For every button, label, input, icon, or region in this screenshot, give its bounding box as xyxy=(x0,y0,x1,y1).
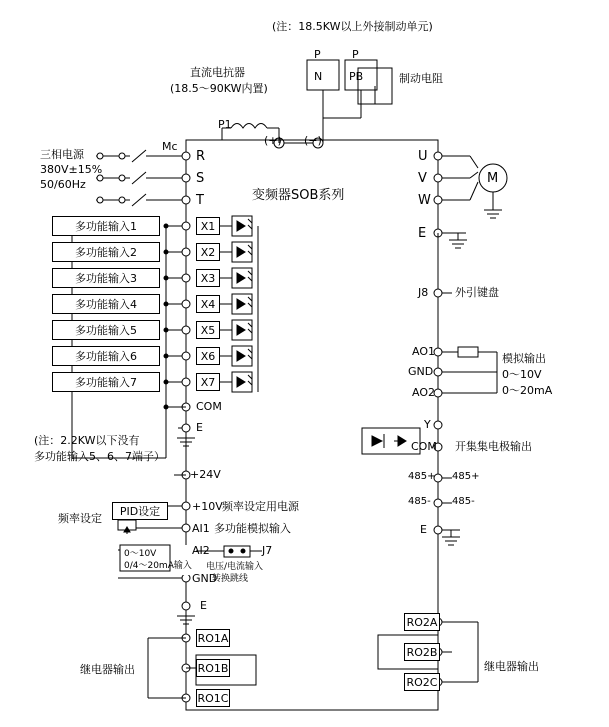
terminal-gnd-ao: GND xyxy=(408,365,434,378)
terminal-e-motor: E xyxy=(418,226,427,241)
terminal-com-oc: COM xyxy=(411,440,437,453)
motor-symbol: M xyxy=(487,171,499,186)
power-label-line3: 50/60Hz xyxy=(40,178,86,191)
terminal-485plus-right: 485+ xyxy=(452,471,480,482)
terminal-s: S xyxy=(196,171,205,186)
label-n: N xyxy=(314,70,323,83)
analog-input-range-line2: 0/4～20mA输入 xyxy=(124,561,192,571)
label-p-right: P xyxy=(352,48,359,61)
multi-input-label-5[interactable]: 多功能输入5 xyxy=(52,320,160,340)
terminal-ai1: AI1 xyxy=(192,522,210,535)
terminal-x2: X2 xyxy=(196,243,220,261)
terminal-ro2b: RO2B xyxy=(404,643,440,661)
analog-output-range2: 0～20mA xyxy=(502,384,553,397)
analog-output-label: 模拟输出 xyxy=(502,352,546,365)
left-note-line2: 多功能输入5、6、7端子） xyxy=(34,450,165,463)
multi-input-label-7[interactable]: 多功能输入7 xyxy=(52,372,160,392)
left-note-line1: (注：2.2KW以下没有 xyxy=(34,434,140,447)
terminal-ro2c: RO2C xyxy=(404,673,440,691)
terminal-com: COM xyxy=(196,400,222,413)
jumper-desc-line2: 转换跳线 xyxy=(212,574,249,584)
terminal-ai1-desc: 多功能模拟输入 xyxy=(214,522,291,535)
terminal-v: V xyxy=(418,171,427,186)
multi-input-label-6[interactable]: 多功能输入6 xyxy=(52,346,160,366)
power-label-line2: 380V±15% xyxy=(40,163,103,176)
terminal-t: T xyxy=(196,193,204,208)
terminal-x1: X1 xyxy=(196,217,220,235)
terminal-ao2: AO2 xyxy=(412,386,435,399)
terminal-x3: X3 xyxy=(196,269,220,287)
analog-output-range1: 0～10V xyxy=(502,368,542,381)
label-p1: P1 xyxy=(218,118,232,131)
terminal-ro1c: RO1C xyxy=(196,689,230,707)
multi-input-label-2[interactable]: 多功能输入2 xyxy=(52,242,160,262)
label-plus: (+) xyxy=(264,134,282,147)
terminal-ao1: AO1 xyxy=(412,345,435,358)
multi-input-label-3[interactable]: 多功能输入3 xyxy=(52,268,160,288)
terminal-24v: +24V xyxy=(190,468,221,481)
terminal-e-analog: E xyxy=(200,599,207,612)
keypad-label: 外引键盘 xyxy=(455,286,499,299)
terminal-gnd-ai: GND xyxy=(192,572,218,585)
brake-resistor-label: 制动电阻 xyxy=(399,72,443,85)
label-pb: PB xyxy=(349,70,364,83)
terminal-u: U xyxy=(418,149,428,164)
terminal-x4: X4 xyxy=(196,295,220,313)
terminal-ro1b: RO1B xyxy=(196,659,230,677)
breaker-label: Mc xyxy=(162,140,178,153)
terminal-485plus-left: 485+ xyxy=(408,471,436,482)
jumper-desc-line1: 电压/电流输入 xyxy=(206,562,264,572)
pid-setting-box[interactable]: PID设定 xyxy=(112,502,168,520)
terminal-485minus-right: 485- xyxy=(452,496,475,507)
frequency-setting-label: 频率设定 xyxy=(58,512,102,525)
relay-output-left-label: 继电器输出 xyxy=(80,663,135,676)
multi-input-label-1[interactable]: 多功能输入1 xyxy=(52,216,160,236)
analog-input-range-line1: 0～10V xyxy=(124,549,157,559)
label-p-left: P xyxy=(314,48,321,61)
terminal-w: W xyxy=(418,193,431,208)
terminal-e-485: E xyxy=(420,523,427,536)
device-name: 变频器SOB系列 xyxy=(252,188,345,203)
dc-reactor-label-line2: (18.5～90KW内置) xyxy=(170,82,268,95)
terminal-ro2a: RO2A xyxy=(404,613,440,631)
terminal-10v: +10V xyxy=(192,500,223,513)
open-collector-label: 开集集电极输出 xyxy=(455,440,532,453)
top-note: (注：18.5KW以上外接制动单元) xyxy=(272,20,433,33)
dc-reactor-label-line1: 直流电抗器 xyxy=(190,66,245,79)
terminal-10v-desc: 频率设定用电源 xyxy=(222,500,299,513)
terminal-e-com: E xyxy=(196,421,203,434)
terminal-x6: X6 xyxy=(196,347,220,365)
terminal-j8: J8 xyxy=(418,286,429,299)
terminal-ro1a: RO1A xyxy=(196,629,230,647)
terminal-y: Y xyxy=(424,418,431,431)
terminal-r: R xyxy=(196,149,206,164)
terminal-x7: X7 xyxy=(196,373,220,391)
terminal-x5: X5 xyxy=(196,321,220,339)
jumper-j7-label: J7 xyxy=(262,544,273,557)
multi-input-label-4[interactable]: 多功能输入4 xyxy=(52,294,160,314)
power-label-line1: 三相电源 xyxy=(40,148,84,161)
label-minus: (−) xyxy=(304,134,322,147)
relay-output-right-label: 继电器输出 xyxy=(484,660,539,673)
terminal-ai2: AI2 xyxy=(192,544,210,557)
terminal-485minus-left: 485- xyxy=(408,496,431,507)
